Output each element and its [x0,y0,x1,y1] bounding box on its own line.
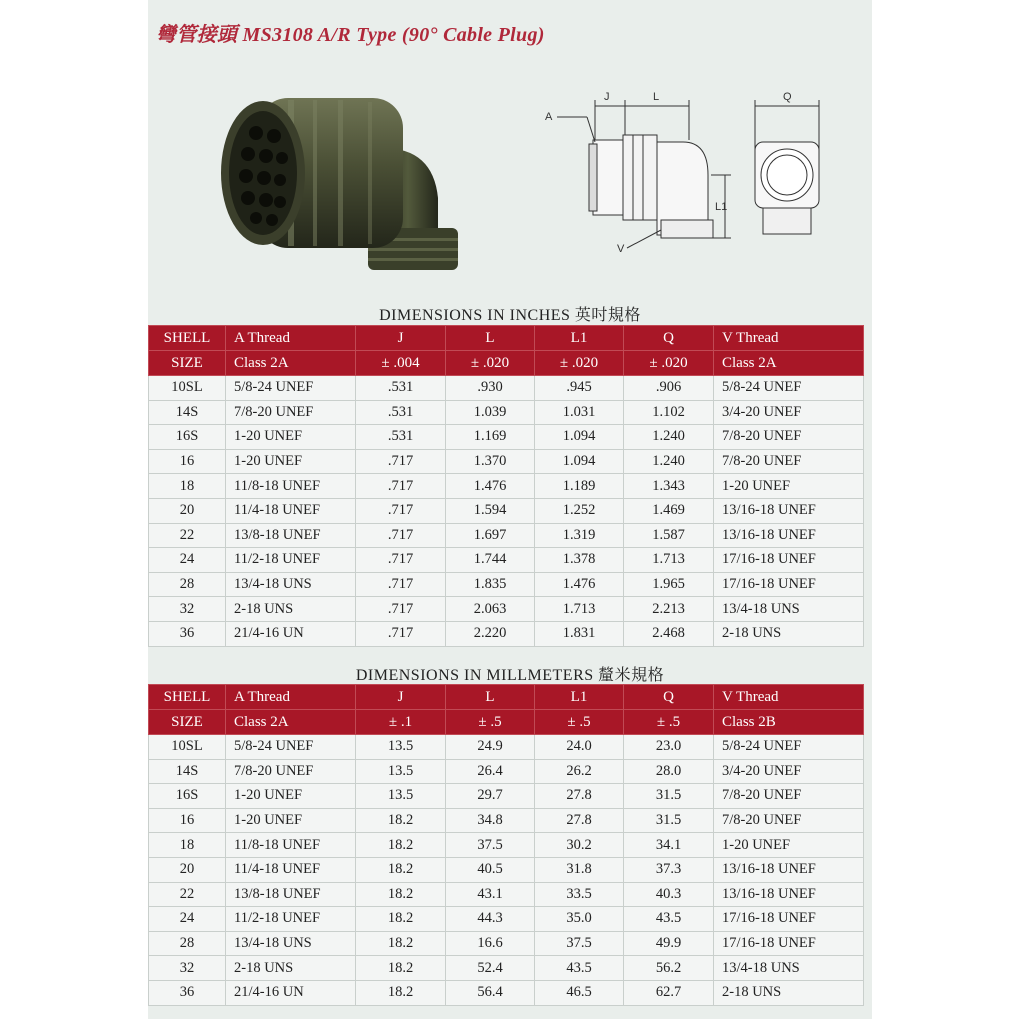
table-cell: 29.7 [446,784,535,809]
table-cell: 32 [149,597,226,622]
table-cell: 44.3 [446,907,535,932]
header-cell: ± .5 [535,710,624,735]
table-cell: 18.2 [356,980,446,1005]
table-row [149,621,864,646]
header-cell: ± .020 [535,351,624,376]
table-cell: 5/8-24 UNEF [226,376,356,401]
header-cell: A Thread [226,685,356,710]
table-cell: 1.965 [624,572,714,597]
table-cell: 13/4-18 UNS [714,597,864,622]
table-header-row [149,351,864,376]
table-cell: 31.8 [535,857,624,882]
table-cell: 17/16-18 UNEF [714,907,864,932]
table-cell: .717 [356,621,446,646]
table-cell: 11/4-18 UNEF [226,498,356,523]
table-cell: 1.039 [446,400,535,425]
table-cell: 7/8-20 UNEF [714,425,864,450]
table-cell: 26.4 [446,759,535,784]
table-cell: 13/8-18 UNEF [226,882,356,907]
table-cell: 18.2 [356,857,446,882]
table-cell: 2-18 UNS [226,597,356,622]
table-cell: 18.2 [356,882,446,907]
table-cell: 37.5 [535,931,624,956]
table-cell: 14S [149,400,226,425]
table-cell: .930 [446,376,535,401]
table-cell: 1-20 UNEF [226,784,356,809]
table-cell: 1.102 [624,400,714,425]
table-cell: 13/16-18 UNEF [714,498,864,523]
table-row [149,597,864,622]
table-cell: 7/8-20 UNEF [226,400,356,425]
table-cell: 13/16-18 UNEF [714,857,864,882]
table-cell: 1.744 [446,548,535,573]
table-cell: 13.5 [356,784,446,809]
table-cell: 1.031 [535,400,624,425]
table-cell: 1.713 [624,548,714,573]
table-header-row [149,685,864,710]
table-cell: 35.0 [535,907,624,932]
table-row [149,833,864,858]
table-cell: 18.2 [356,907,446,932]
table-cell: 3/4-20 UNEF [714,759,864,784]
table-cell: 10SL [149,735,226,760]
table-cell: 2-18 UNS [226,956,356,981]
table-row [149,735,864,760]
table-cell: 62.7 [624,980,714,1005]
table-cell: 1.469 [624,498,714,523]
table-cell: 7/8-20 UNEF [714,808,864,833]
table-cell: .717 [356,474,446,499]
table-cell: 16.6 [446,931,535,956]
header-cell: Class 2A [226,710,356,735]
table-row [149,474,864,499]
table-cell: 34.8 [446,808,535,833]
table-cell: 36 [149,980,226,1005]
table-cell: .906 [624,376,714,401]
table-cell: 27.8 [535,784,624,809]
table-cell: 36 [149,621,226,646]
inch-dimensions-table [148,325,864,647]
catalog-sheet [148,0,872,1019]
table-cell: 56.2 [624,956,714,981]
header-cell: SIZE [149,710,226,735]
header-cell: L [446,685,535,710]
table-cell: 13/16-18 UNEF [714,882,864,907]
header-cell: L [446,326,535,351]
table-cell: 1-20 UNEF [714,474,864,499]
table-cell: 11/2-18 UNEF [226,907,356,932]
header-cell: ± .5 [624,710,714,735]
table-cell: 1.697 [446,523,535,548]
table-cell: 1.094 [535,425,624,450]
table-row [149,425,864,450]
table-cell: 24.0 [535,735,624,760]
table-cell: .717 [356,449,446,474]
table-cell: 13/4-18 UNS [226,572,356,597]
label-a: A [545,111,553,123]
table-cell: 24.9 [446,735,535,760]
table-cell: .531 [356,376,446,401]
table-cell: 24 [149,907,226,932]
table-cell: 17/16-18 UNEF [714,931,864,956]
table-row [149,956,864,981]
table-row [149,376,864,401]
table-cell: 13/16-18 UNEF [714,523,864,548]
table-cell: 1.370 [446,449,535,474]
table-cell: 43.5 [535,956,624,981]
table-row [149,523,864,548]
table-row [149,759,864,784]
table-cell: 16S [149,784,226,809]
table-cell: 17/16-18 UNEF [714,572,864,597]
table-cell: 11/8-18 UNEF [226,474,356,499]
table-cell: 5/8-24 UNEF [714,735,864,760]
label-l1: L1 [715,201,728,213]
table-row [149,931,864,956]
table-cell: 32 [149,956,226,981]
table-cell: 28 [149,931,226,956]
table-cell: .717 [356,523,446,548]
table-row [149,498,864,523]
table-cell: 2-18 UNS [714,621,864,646]
table-cell: 20 [149,498,226,523]
table-cell: .717 [356,548,446,573]
table-cell: 37.5 [446,833,535,858]
table-cell: 2.468 [624,621,714,646]
label-j: J [604,91,610,103]
header-cell: ± .5 [446,710,535,735]
table-cell: 1.587 [624,523,714,548]
table-cell: 17/16-18 UNEF [714,548,864,573]
table-cell: 7/8-20 UNEF [714,784,864,809]
header-cell: Q [624,326,714,351]
header-cell: Class 2B [714,710,864,735]
table-header-row [149,710,864,735]
table-cell: .945 [535,376,624,401]
table-cell: 33.5 [535,882,624,907]
table-cell: 21/4-16 UN [226,621,356,646]
inch-table-body [149,376,864,647]
table-row [149,980,864,1005]
table-cell: 18.2 [356,808,446,833]
table-cell: 13.5 [356,735,446,760]
header-cell: L1 [535,685,624,710]
table-cell: 1.594 [446,498,535,523]
table-cell: 2.220 [446,621,535,646]
table-cell: 18.2 [356,833,446,858]
table-cell: 13/8-18 UNEF [226,523,356,548]
header-cell: L1 [535,326,624,351]
inch-heading: DIMENSIONS IN INCHES 英吋規格 [379,307,641,324]
table-cell: 46.5 [535,980,624,1005]
table-cell: 1.319 [535,523,624,548]
table-cell: 11/2-18 UNEF [226,548,356,573]
table-row [149,400,864,425]
table-row [149,857,864,882]
table-cell: 3/4-20 UNEF [714,400,864,425]
table-cell: 5/8-24 UNEF [714,376,864,401]
table-cell: 40.5 [446,857,535,882]
table-cell: 31.5 [624,784,714,809]
label-l: L [653,91,660,103]
header-cell: SHELL [149,326,226,351]
table-cell: 13/4-18 UNS [226,931,356,956]
header-cell: Class 2A [226,351,356,376]
table-cell: 16S [149,425,226,450]
table-cell: 1-20 UNEF [226,425,356,450]
header-cell: Class 2A [714,351,864,376]
table-cell: 1.169 [446,425,535,450]
table-cell: 10SL [149,376,226,401]
table-cell: 1.831 [535,621,624,646]
table-cell: 1.476 [446,474,535,499]
table-cell: 21/4-16 UN [226,980,356,1005]
table-cell: .717 [356,597,446,622]
table-cell: 13.5 [356,759,446,784]
table-row [149,907,864,932]
header-cell: A Thread [226,326,356,351]
mm-heading: DIMENSIONS IN MILLMETERS 釐米規格 [355,667,665,684]
table-cell: 28 [149,572,226,597]
table-cell: 5/8-24 UNEF [226,735,356,760]
table-row [149,548,864,573]
table-cell: 43.1 [446,882,535,907]
table-cell: 11/4-18 UNEF [226,857,356,882]
table-cell: 1-20 UNEF [226,808,356,833]
header-cell: SIZE [149,351,226,376]
table-cell: 20 [149,857,226,882]
table-cell: 40.3 [624,882,714,907]
header-cell: V Thread [714,685,864,710]
page-title: 彎管接頭 MS3108 A/R Type (90° Cable Plug) [156,24,545,46]
table-cell: 22 [149,523,226,548]
table-row [149,784,864,809]
mm-table-body [149,735,864,1006]
header-cell: J [356,685,446,710]
header-cell: V Thread [714,326,864,351]
table-cell: 1.835 [446,572,535,597]
table-cell: 1.252 [535,498,624,523]
table-cell: 2-18 UNS [714,980,864,1005]
table-cell: 52.4 [446,956,535,981]
header-cell: Q [624,685,714,710]
table-cell: 14S [149,759,226,784]
table-cell: 1.189 [535,474,624,499]
table-cell: 1.713 [535,597,624,622]
header-cell: SHELL [149,685,226,710]
table-cell: 16 [149,808,226,833]
table-row [149,572,864,597]
table-cell: 1.240 [624,425,714,450]
label-v: V [617,243,625,255]
table-cell: 2.213 [624,597,714,622]
header-cell: J [356,326,446,351]
table-cell: 34.1 [624,833,714,858]
header-cell: ± .020 [624,351,714,376]
table-row [149,808,864,833]
table-cell: 1-20 UNEF [226,449,356,474]
table-cell: 27.8 [535,808,624,833]
table-cell: 1-20 UNEF [714,833,864,858]
table-cell: 49.9 [624,931,714,956]
table-cell: 1.343 [624,474,714,499]
table-header-row [149,326,864,351]
table-cell: 18 [149,833,226,858]
header-cell: ± .1 [356,710,446,735]
table-cell: 7/8-20 UNEF [714,449,864,474]
mm-dimensions-table [148,684,864,1006]
table-cell: 1.476 [535,572,624,597]
table-cell: 13/4-18 UNS [714,956,864,981]
table-cell: .717 [356,572,446,597]
table-cell: 16 [149,449,226,474]
table-cell: 31.5 [624,808,714,833]
table-cell: 2.063 [446,597,535,622]
connector-photo [218,88,468,288]
table-cell: 30.2 [535,833,624,858]
table-cell: 18.2 [356,931,446,956]
table-row [149,882,864,907]
table-cell: 1.240 [624,449,714,474]
table-cell: .717 [356,498,446,523]
table-cell: 28.0 [624,759,714,784]
label-q: Q [783,91,792,103]
table-row [149,449,864,474]
header-cell: ± .004 [356,351,446,376]
table-cell: .531 [356,425,446,450]
table-cell: 1.378 [535,548,624,573]
table-cell: 11/8-18 UNEF [226,833,356,858]
table-cell: 43.5 [624,907,714,932]
table-cell: 26.2 [535,759,624,784]
table-cell: 56.4 [446,980,535,1005]
table-cell: 1.094 [535,449,624,474]
header-cell: ± .020 [446,351,535,376]
table-cell: 37.3 [624,857,714,882]
dimension-drawing [543,80,843,260]
table-cell: .531 [356,400,446,425]
table-cell: 7/8-20 UNEF [226,759,356,784]
table-cell: 24 [149,548,226,573]
table-cell: 22 [149,882,226,907]
table-cell: 18 [149,474,226,499]
table-cell: 18.2 [356,956,446,981]
table-cell: 23.0 [624,735,714,760]
